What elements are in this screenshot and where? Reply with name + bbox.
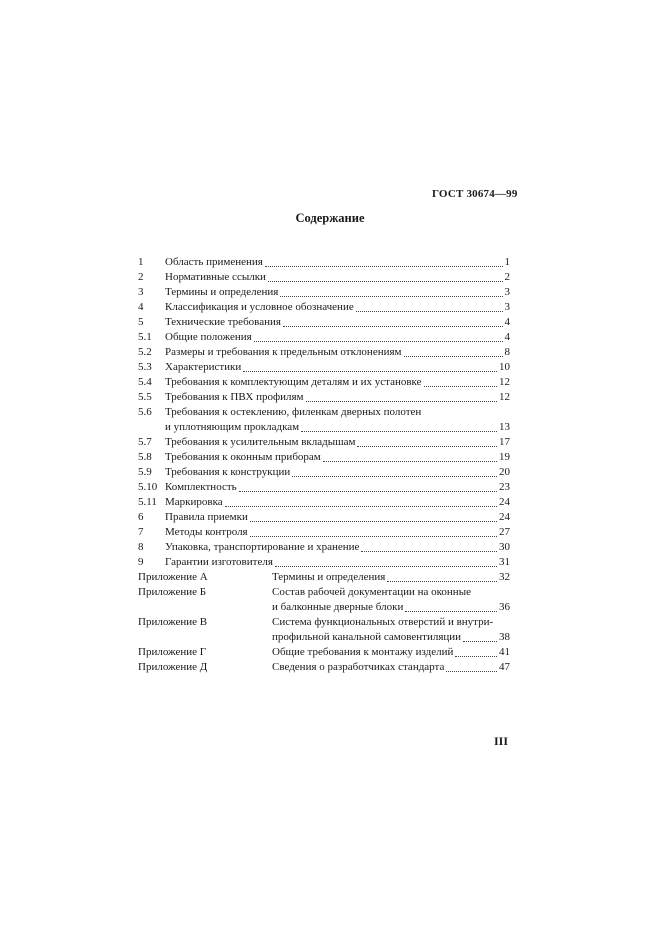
toc-entry-line — [165, 270, 510, 285]
toc-entry-page: 30 — [499, 541, 510, 553]
toc-entry-title: Термины и определения — [272, 571, 386, 583]
toc-entry-line — [272, 585, 510, 600]
toc-entry-title: Упаковка, транспортирование и хранение — [165, 541, 360, 553]
toc-entry-line — [165, 525, 510, 540]
toc-entry-body — [165, 510, 510, 525]
dot-leader — [387, 571, 497, 582]
dot-leader — [424, 376, 497, 387]
toc-entry-body — [165, 255, 510, 270]
toc-entry-line — [165, 555, 510, 570]
dot-leader — [292, 466, 497, 477]
toc-entry-body — [165, 270, 510, 285]
toc-entry-title: Маркировка — [165, 496, 223, 508]
toc-entry-body — [165, 405, 510, 435]
toc-entry-number: 4 — [138, 301, 144, 313]
toc-entry-title: Правила приемки — [165, 511, 248, 523]
toc-entry-line — [165, 540, 510, 555]
toc-entry-page: 32 — [499, 571, 510, 583]
toc-entry-page: 17 — [499, 436, 510, 448]
toc-entry-line — [165, 405, 510, 420]
dot-leader — [463, 631, 497, 642]
toc-entry-line — [272, 645, 510, 660]
dot-leader — [357, 436, 497, 447]
toc-entry-page: 1 — [504, 256, 510, 268]
toc-entry-body — [165, 555, 510, 570]
toc-entry-title: Термины и определения — [165, 286, 279, 298]
toc-entry-body — [165, 450, 510, 465]
dot-leader — [283, 316, 503, 327]
toc-entry-number: 5.8 — [138, 451, 152, 463]
toc-entry-number: Приложение В — [138, 616, 208, 628]
toc-entry-page: 12 — [499, 376, 510, 388]
toc-entry-line — [165, 465, 510, 480]
toc-entry-page: 23 — [499, 481, 510, 493]
dot-leader — [250, 511, 497, 522]
toc-entry-number: Приложение Д — [138, 661, 208, 673]
toc-entry-number: 5.10 — [138, 481, 158, 493]
toc-entry-number: 5.9 — [138, 466, 152, 478]
toc-entry-page: 10 — [499, 361, 510, 373]
toc-entry-page: 4 — [504, 331, 510, 343]
toc-entry-line — [165, 360, 510, 375]
toc-entry-title: Нормативные ссылки — [165, 271, 266, 283]
toc-entry-number: 5.1 — [138, 331, 152, 343]
toc-entry-page: 3 — [504, 301, 510, 313]
toc-entry-body — [272, 660, 510, 675]
toc-entry-page: 3 — [504, 286, 510, 298]
toc-entry-line — [165, 345, 510, 360]
toc-entry-title: Технические требования — [165, 316, 281, 328]
dot-leader — [243, 361, 497, 372]
toc-entry-number: 5.7 — [138, 436, 152, 448]
toc-entry-body — [165, 465, 510, 480]
toc-entry-line — [165, 300, 510, 315]
toc-entry-title: Требования к комплектующим деталям и их установке — [165, 376, 422, 388]
toc-entry-number: Приложение Б — [138, 586, 207, 598]
toc-entry-line — [165, 420, 510, 435]
toc-entry-number: 5.6 — [138, 406, 152, 418]
toc-entry-page: 20 — [499, 466, 510, 478]
dot-leader — [446, 661, 497, 672]
toc-entry-body — [165, 540, 510, 555]
toc-entry-line — [165, 435, 510, 450]
page-title: Содержание — [295, 211, 365, 225]
toc-entry-title: Требования к усилительным вкладышам — [165, 436, 356, 448]
toc-entry-title: и балконные дверные блоки — [272, 601, 404, 613]
toc-entry-body — [272, 570, 510, 585]
dot-leader — [455, 646, 497, 657]
toc-entry-line — [272, 615, 510, 630]
toc-entry-title: Классификация и условное обозначение — [165, 301, 354, 313]
toc-entry-number: 2 — [138, 271, 144, 283]
dot-leader — [361, 541, 497, 552]
toc-entry-line — [272, 660, 510, 675]
toc-entry-page: 47 — [499, 661, 510, 673]
toc-entry-title: Состав рабочей документации на оконные — [272, 586, 471, 598]
dot-leader — [404, 346, 503, 357]
toc-entry-title: Характеристики — [165, 361, 242, 373]
toc-entry-body — [165, 285, 510, 300]
toc-entry-line — [165, 375, 510, 390]
toc-entry-title: Сведения о разработчиках стандарта — [272, 661, 445, 673]
toc-entry-page: 2 — [504, 271, 510, 283]
dot-leader — [254, 331, 503, 342]
dot-leader — [301, 421, 497, 432]
toc-entry-number: Приложение А — [138, 571, 208, 583]
toc-entry-body — [272, 615, 510, 645]
toc-entry-number: 5 — [138, 316, 144, 328]
toc-entry-page: 31 — [499, 556, 510, 568]
toc-entry-title: Общие требования к монтажу изделий — [272, 646, 454, 658]
toc-entry-page: 24 — [499, 496, 510, 508]
dot-leader — [239, 481, 497, 492]
toc-entry-title: Требования к оконным приборам — [165, 451, 321, 463]
toc-entry-page: 27 — [499, 526, 510, 538]
toc-entry-body — [165, 495, 510, 510]
toc-entry-body — [165, 480, 510, 495]
toc-entry-title: Область применения — [165, 256, 263, 268]
toc-entry-line — [165, 315, 510, 330]
toc-entry-number: Приложение Г — [138, 646, 207, 658]
toc-entry-body — [272, 585, 510, 615]
toc-entry-page: 19 — [499, 451, 510, 463]
dot-leader — [268, 271, 503, 282]
toc-entry-title: Гарантии изготовителя — [165, 556, 273, 568]
toc-entry-title: Комплектность — [165, 481, 237, 493]
page-number: III — [494, 734, 509, 748]
toc-entry-number: 5.5 — [138, 391, 152, 403]
toc-entry-page: 41 — [499, 646, 510, 658]
toc-entry-number: 9 — [138, 556, 144, 568]
toc-entry-number: 6 — [138, 511, 144, 523]
toc-entry-number: 5.3 — [138, 361, 152, 373]
toc-entry-body — [165, 315, 510, 330]
toc-entry-number: 3 — [138, 286, 144, 298]
toc-entry-body — [272, 645, 510, 660]
toc-entry-line — [272, 630, 510, 645]
toc-entry-body — [165, 360, 510, 375]
toc-entry-body — [165, 435, 510, 450]
toc-entry-line — [165, 330, 510, 345]
toc-entry-line — [272, 570, 510, 585]
dot-leader — [405, 601, 497, 612]
toc-entry-page: 36 — [499, 601, 510, 613]
toc-entry-title: Методы контроля — [165, 526, 248, 538]
toc-entry-page: 13 — [499, 421, 510, 433]
toc-entry-number: 5.4 — [138, 376, 152, 388]
toc-entry-line — [165, 450, 510, 465]
toc-entry-page: 8 — [504, 346, 510, 358]
toc-entry-line — [165, 510, 510, 525]
toc-entry-page: 4 — [504, 316, 510, 328]
toc-entry-body — [165, 300, 510, 315]
toc-entry-title: Размеры и требования к предельным отклонениям — [165, 346, 402, 358]
toc-entry-number: 8 — [138, 541, 144, 553]
dot-leader — [306, 391, 498, 402]
toc-entry-body — [165, 330, 510, 345]
toc-entry-number: 5.2 — [138, 346, 152, 358]
toc-entry-line — [165, 285, 510, 300]
toc-entry-page: 12 — [499, 391, 510, 403]
toc-entry-title: профильной канальной самовентиляции — [272, 631, 462, 643]
toc-entry-body — [165, 390, 510, 405]
toc-entry-number: 1 — [138, 256, 144, 268]
dot-leader — [250, 526, 497, 537]
dot-leader — [265, 256, 503, 267]
dot-leader — [323, 451, 497, 462]
dot-leader — [280, 286, 502, 297]
toc-entry-number: 5.11 — [138, 496, 157, 508]
toc-entry-line — [272, 600, 510, 615]
toc-entry-page: 38 — [499, 631, 510, 643]
dot-leader — [275, 556, 497, 567]
toc-entry-line — [165, 390, 510, 405]
toc-entry-title: Требования к конструкции — [165, 466, 291, 478]
toc-entry-line — [165, 255, 510, 270]
document-code: ГОСТ 30674—99 — [432, 188, 518, 200]
toc-entry-line — [165, 480, 510, 495]
toc-entry-number: 7 — [138, 526, 144, 538]
toc-entry-title: и уплотняющим прокладкам — [165, 421, 300, 433]
toc-entry-title: Система функциональных отверстий и внутри- — [272, 616, 494, 628]
toc-entry-title: Требования к остеклению, филенкам дверных полотен — [165, 406, 422, 418]
dot-leader — [356, 301, 503, 312]
toc-entry-title: Требования к ПВХ профилям — [165, 391, 304, 403]
toc-entry-title: Общие положения — [165, 331, 252, 343]
toc-entry-body — [165, 525, 510, 540]
toc-entry-line — [165, 495, 510, 510]
dot-leader — [225, 496, 497, 507]
toc-entry-body — [165, 375, 510, 390]
toc-entry-body — [165, 345, 510, 360]
toc-entry-page: 24 — [499, 511, 510, 523]
